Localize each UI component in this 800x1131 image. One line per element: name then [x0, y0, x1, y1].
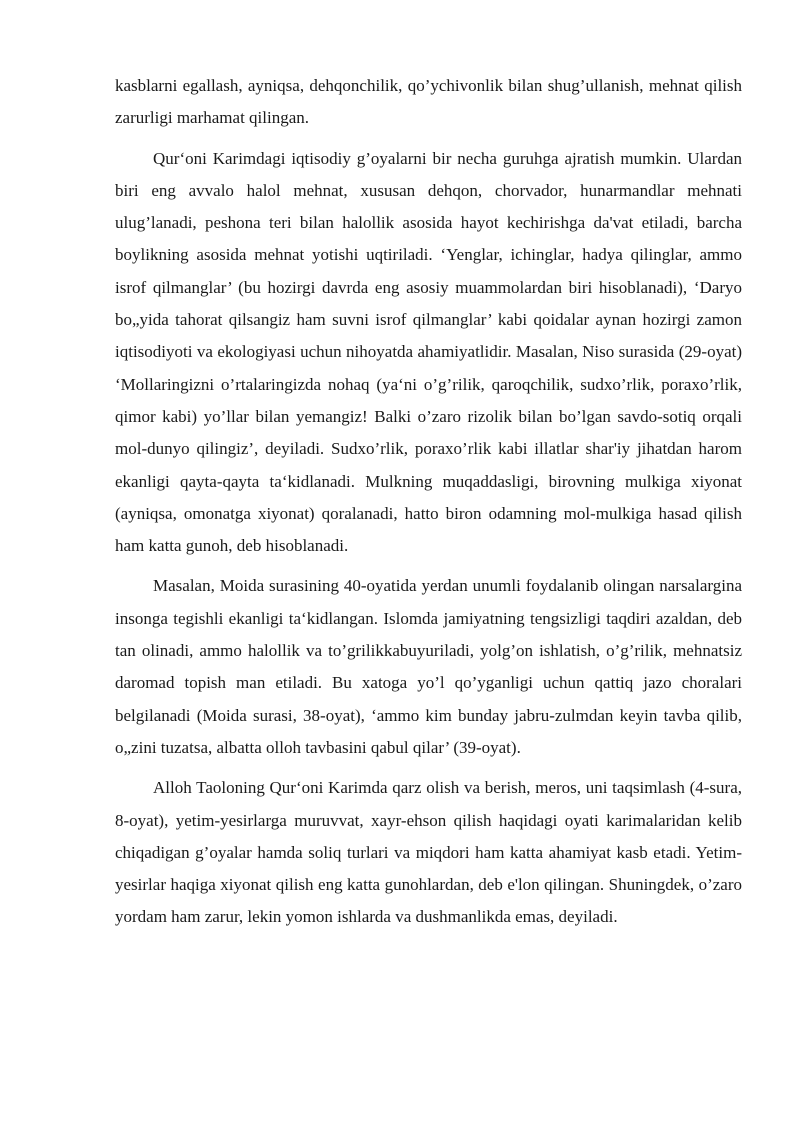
document-body: [115, 70, 742, 942]
paragraph-moida-sura: Masalan, Moida surasining 40-oyatida yerdan unumli foydalanib olingan narsalargina insonga tegishli ekanligi ta‘kidlangan. Islomda jamiyatning tengsizligi taqdiri azaldan, deb tan olinadi, ammo halollik va to’grilikkabuyuriladi, yolg’on ishlatish, o’g’rilik, mehnatsiz daromad topish man etiladi. Bu xatoga yo’l qo’yganligi uchun qattiq jazo choralari belgilanadi (Moida surasi, 38-oyat), ‘ammo kim bunday jabru-zulmdan keyin tavba qilib, o„zini tuzatsa, albatta olloh tavbasini qabul qilar’ (39-oyat).: [115, 576, 742, 757]
paragraph-loans-inheritance: Alloh Taoloning Qur‘oni Karimda qarz olish va berish, meros, uni taqsimlash (4-sura, 8-oyat), yetim-yesirlarga muruvvat, xayr-ehson qilish haqidagi oyati karimalaridan kelib chiqadigan g’oyalar hamda soliq turlari va miqdori ham katta ahamiyat kasb etadi. Yetim-yesirlar haqiga xiyonat qilish eng katta gunohlardan, deb e'lon qilingan. Shuningdek, o’zaro yordam ham zarur, lekin yomon ishlarda va dushmanlikda emas, deyiladi.: [115, 778, 742, 927]
paragraph-continuation: kasblarni egallash, ayniqsa, dehqonchilik, qo’ychivonlik bilan shug’ullanish, mehnat qilish zarurligi marhamat qilingan.: [115, 76, 742, 128]
paragraph-economic-ideas: Qur‘oni Karimdagi iqtisodiy g’oyalarni bir necha guruhga ajratish mumkin. Ulardan biri eng avvalo halol mehnat, xususan dehqon, chorvador, hunarmandlar mehnati ulug’lanadi, peshona teri bilan halollik asosida hayot kechirishga da'vat etiladi, barcha boylikning asosida mehnat yotishi uqtiriladi. ‘Yenglar, ichinglar, hadya qilinglar, ammo isrof qilmanglar’ (bu hozirgi davrda eng asosiy muammolardan biri hisoblanadi), ‘Daryo bo„yida tahorat qilsangiz ham suvni isrof qilmanglar’ kabi qoidalar aynan hozirgi zamon iqtisodiyoti va ekologiyasi uchun nihoyatda ahamiyatlidir. Masalan, Niso surasida (29-oyat) ‘Mollaringizni o’rtalaringizda nohaq (ya‘ni o’g’rilik, qaroqchilik, sudxo’rlik, poraxo’rlik, qimor kabi) yo’llar bilan yemangiz! Balki o’zaro rizolik bilan bo’lgan savdo-sotiq orqali mol-dunyo qilingiz’, deyiladi. Sudxo’rlik, poraxo’rlik kabi illatlar shar'iy jihatdan harom ekanligi qayta-qayta ta‘kidlanadi. Mulkning muqaddasligi, birovning mulkiga xiyonat (ayniqsa, omonatga xiyonat) qoralanadi, hatto biron odamning mol-mulkiga hasad qilish ham katta gunoh, deb hisoblanadi.: [115, 148, 742, 556]
